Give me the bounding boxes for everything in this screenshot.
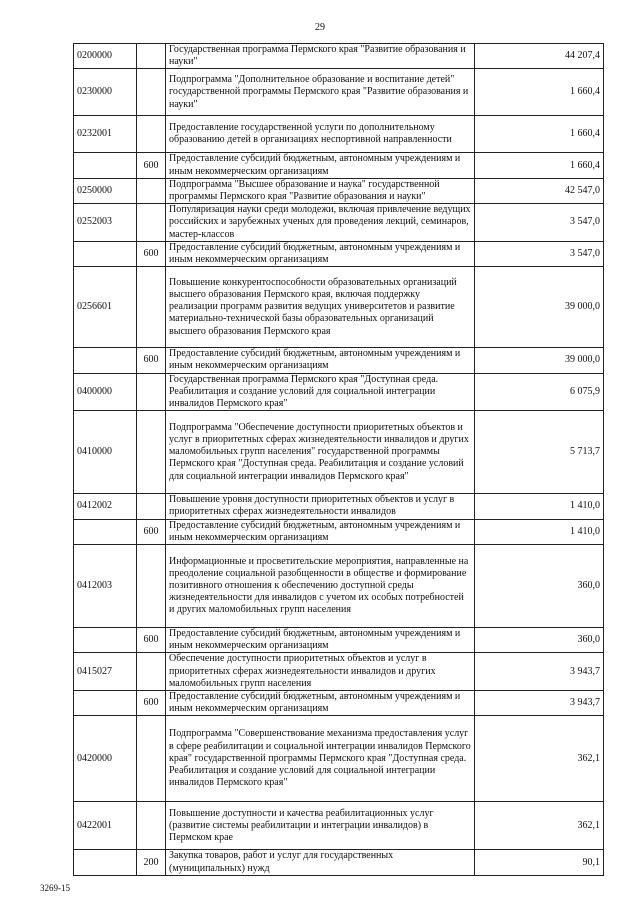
row-sum: 1 410,0 xyxy=(475,494,604,519)
page-number: 29 xyxy=(315,22,325,33)
row-name: Повышение доступности и качества реабилитационных услуг (развитие системы реабилитации и интеграции инвалидов) в Пермском крае xyxy=(166,802,475,850)
row-sum: 39 000,0 xyxy=(475,267,604,348)
row-code: 0232001 xyxy=(74,116,137,153)
row-sum: 1 410,0 xyxy=(475,519,604,544)
row-expense-type xyxy=(137,267,166,348)
row-name: Популяризация науки среди молодежи, включая привлечение ведущих российских и зарубежных ученых для проведения лекций, семинаров, мастер-классов xyxy=(166,204,475,242)
row-name: Предоставление субсидий бюджетным, автономным учреждениям и иным некоммерческим организациям xyxy=(166,153,475,178)
row-code: 0250000 xyxy=(74,178,137,203)
row-code xyxy=(74,691,137,716)
row-name: Предоставление государственной услуги по дополнительному образованию детей в организациях неспортивной направленности xyxy=(166,116,475,153)
row-sum: 6 075,9 xyxy=(475,373,604,411)
row-sum: 3 943,7 xyxy=(475,653,604,691)
table-row xyxy=(74,69,604,116)
row-expense-type: 600 xyxy=(137,153,166,178)
row-code xyxy=(74,348,137,373)
row-expense-type: 600 xyxy=(137,691,166,716)
row-name: Подпрограмма "Дополнительное образование и воспитание детей" государственной программы Пермского края "Развитие образования и науки" xyxy=(166,69,475,116)
row-name: Повышение конкурентоспособности образовательных организаций высшего образования Пермского края, включая поддержку реализации программ развития ведущих университетов и развитие материально-технической базы образовательных организаций высшего образования Пермского края xyxy=(166,267,475,348)
row-code: 0410000 xyxy=(74,411,137,494)
row-name: Предоставление субсидий бюджетным, автономным учреждениям и иным некоммерческим организациям xyxy=(166,628,475,653)
row-code xyxy=(74,153,137,178)
table-row xyxy=(74,267,604,348)
row-name: Закупка товаров, работ и услуг для государственных (муниципальных) нужд xyxy=(166,850,475,875)
table-row xyxy=(74,178,604,203)
table-row xyxy=(74,373,604,411)
row-name: Обеспечение доступности приоритетных объектов и услуг в приоритетных сферах жизнедеятельности инвалидов и других маломобильных групп населения xyxy=(166,653,475,691)
row-name: Государственная программа Пермского края "Доступная среда. Реабилитация и создание условий для социальной интеграции инвалидов Пермского края" xyxy=(166,373,475,411)
row-name: Предоставление субсидий бюджетным, автономным учреждениям и иным некоммерческим организациям xyxy=(166,519,475,544)
table-row xyxy=(74,802,604,850)
row-sum: 1 660,4 xyxy=(475,153,604,178)
row-code xyxy=(74,519,137,544)
table-row xyxy=(74,545,604,628)
row-sum: 1 660,4 xyxy=(475,69,604,116)
row-code: 0420000 xyxy=(74,716,137,802)
row-code xyxy=(74,241,137,266)
row-code: 0256601 xyxy=(74,267,137,348)
row-code: 0252003 xyxy=(74,204,137,242)
table-row xyxy=(74,494,604,519)
row-expense-type xyxy=(137,204,166,242)
row-sum: 362,1 xyxy=(475,802,604,850)
row-code xyxy=(74,850,137,875)
row-expense-type xyxy=(137,373,166,411)
row-sum: 3 547,0 xyxy=(475,204,604,242)
table-row xyxy=(74,116,604,153)
budget-table xyxy=(73,43,604,876)
table-row xyxy=(74,653,604,691)
row-code: 0400000 xyxy=(74,373,137,411)
row-sum: 42 547,0 xyxy=(475,178,604,203)
row-code: 0200000 xyxy=(74,44,137,69)
row-expense-type xyxy=(137,653,166,691)
table-row xyxy=(74,628,604,653)
row-expense-type: 600 xyxy=(137,519,166,544)
table-body xyxy=(74,44,604,876)
table-row xyxy=(74,691,604,716)
row-name: Подпрограмма "Совершенствование механизма предоставления услуг в сфере реабилитации и социальной интеграции инвалидов Пермского края" государственной программы Пермского края "Доступная среда. Реабилитация и создание условий для социальной интеграции инвалидов Пермского края" xyxy=(166,716,475,802)
row-expense-type xyxy=(137,494,166,519)
row-expense-type xyxy=(137,69,166,116)
row-expense-type xyxy=(137,116,166,153)
table-row xyxy=(74,519,604,544)
table-row xyxy=(74,204,604,242)
table-row xyxy=(74,44,604,69)
table-row xyxy=(74,153,604,178)
row-code: 0412002 xyxy=(74,494,137,519)
row-expense-type xyxy=(137,178,166,203)
row-name: Повышение уровня доступности приоритетных объектов и услуг в приоритетных сферах жизнедеятельности инвалидов xyxy=(166,494,475,519)
table-row xyxy=(74,348,604,373)
row-sum: 90,1 xyxy=(475,850,604,875)
row-sum: 5 713,7 xyxy=(475,411,604,494)
row-expense-type xyxy=(137,716,166,802)
table-row xyxy=(74,411,604,494)
row-name: Подпрограмма "Высшее образование и наука" государственной программы Пермского края "Развитие образования и науки" xyxy=(166,178,475,203)
row-expense-type: 600 xyxy=(137,628,166,653)
row-name: Информационные и просветительские мероприятия, направленные на преодоление социальной разобщенности в обществе и формирование позитивного отношения к обеспечению доступной среды жизнедеятельности для инвалидов с учетом их особых потребностей и других маломобильных групп населения xyxy=(166,545,475,628)
row-expense-type xyxy=(137,802,166,850)
row-sum: 44 207,4 xyxy=(475,44,604,69)
row-code: 0230000 xyxy=(74,69,137,116)
row-sum: 3 547,0 xyxy=(475,241,604,266)
row-expense-type: 200 xyxy=(137,850,166,875)
row-sum: 1 660,4 xyxy=(475,116,604,153)
footer-code: 3269-15 xyxy=(40,883,70,893)
row-expense-type xyxy=(137,44,166,69)
table-row xyxy=(74,716,604,802)
row-sum: 3 943,7 xyxy=(475,691,604,716)
row-name: Предоставление субсидий бюджетным, автономным учреждениям и иным некоммерческим организациям xyxy=(166,348,475,373)
row-code: 0422001 xyxy=(74,802,137,850)
row-name: Государственная программа Пермского края "Развитие образования и науки" xyxy=(166,44,475,69)
row-code: 0415027 xyxy=(74,653,137,691)
row-expense-type xyxy=(137,411,166,494)
row-sum: 362,1 xyxy=(475,716,604,802)
row-sum: 360,0 xyxy=(475,628,604,653)
row-code: 0412003 xyxy=(74,545,137,628)
table-row xyxy=(74,850,604,875)
row-name: Предоставление субсидий бюджетным, автономным учреждениям и иным некоммерческим организациям xyxy=(166,241,475,266)
row-sum: 360,0 xyxy=(475,545,604,628)
row-expense-type xyxy=(137,545,166,628)
row-name: Подпрограмма "Обеспечение доступности приоритетных объектов и услуг в приоритетных сферах жизнедеятельности инвалидов и других маломобильных групп населения" государственной программы Пермского края "Доступная среда. Реабилитация и создание условий для социальной интеграции инвалидов Пермского края" xyxy=(166,411,475,494)
table-row xyxy=(74,241,604,266)
row-expense-type: 600 xyxy=(137,241,166,266)
row-name: Предоставление субсидий бюджетным, автономным учреждениям и иным некоммерческим организациям xyxy=(166,691,475,716)
row-code xyxy=(74,628,137,653)
row-expense-type: 600 xyxy=(137,348,166,373)
row-sum: 39 000,0 xyxy=(475,348,604,373)
